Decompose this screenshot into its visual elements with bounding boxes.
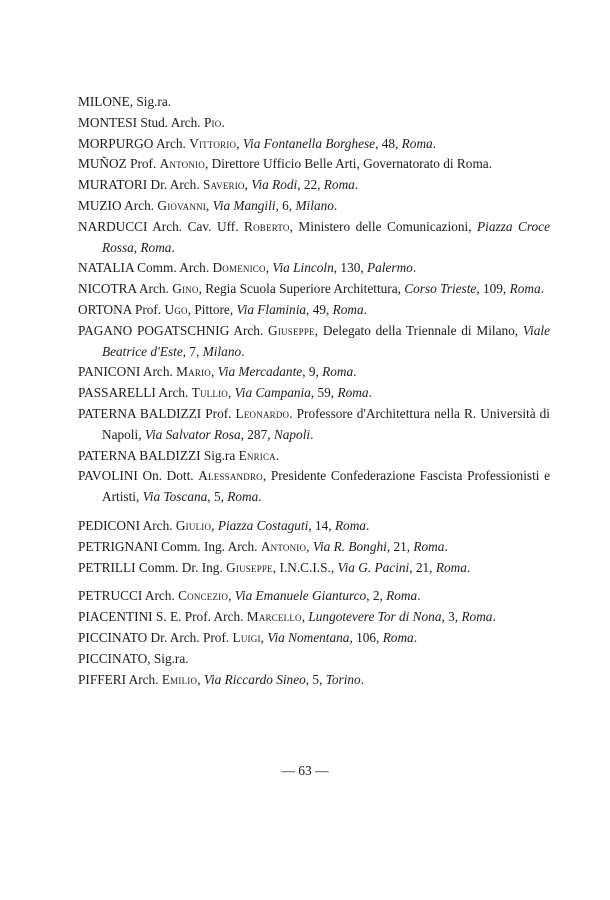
given-name: Marcello xyxy=(246,609,302,625)
entry-text: NATALIA Comm. Arch. xyxy=(78,260,213,276)
directory-entry xyxy=(78,466,550,508)
address-text: Via Emanuele Gianturco xyxy=(234,588,367,604)
entry-text: . xyxy=(368,385,372,401)
address-text: Roma xyxy=(140,239,172,255)
address-text: Via G. Pacini xyxy=(337,559,410,575)
entry-text: . xyxy=(354,177,359,193)
entry-text: PAGANO POGATSCHNIG Arch. xyxy=(78,322,269,338)
given-name: Saverio xyxy=(202,177,245,193)
entry-text: MILONE, Sig.ra. xyxy=(78,94,172,109)
address-text: Via Mercadante xyxy=(217,364,303,380)
entry-text: . xyxy=(275,447,280,463)
entry-text: , 130, xyxy=(333,260,368,276)
entry-text: MURATORI Dr. Arch. xyxy=(78,177,203,193)
entry-text: . xyxy=(432,135,437,151)
entry-text: , 48, xyxy=(375,135,402,151)
given-name: Giuseppe xyxy=(226,559,273,575)
address-text: Roma xyxy=(227,489,259,505)
given-name: Mario xyxy=(176,364,211,380)
address-text: Roma xyxy=(509,281,541,297)
entry-text: PEDICONI Arch. xyxy=(78,517,176,533)
given-name: Roberto xyxy=(244,218,290,234)
entry-text: . xyxy=(492,609,496,625)
address-text: Roma xyxy=(334,517,366,533)
entry-text: , 49, xyxy=(306,301,333,317)
directory-entry xyxy=(78,362,550,383)
entry-text: , 5, xyxy=(305,671,326,687)
entry-text: , 3, xyxy=(441,609,462,625)
address-text: Via Flaminia xyxy=(236,301,307,317)
entry-text: . xyxy=(540,281,544,297)
directory-entry xyxy=(78,134,550,155)
address-text: Via R. Bonghi xyxy=(312,538,387,554)
entry-text: , 287, xyxy=(240,426,274,442)
address-text: Via Campania xyxy=(234,385,311,401)
entry-text: , xyxy=(265,260,273,276)
entry-text: PICCINATO, Sig.ra. xyxy=(78,650,189,666)
directory-entry xyxy=(78,628,550,649)
entry-text: , xyxy=(227,385,235,401)
entry-text: . xyxy=(221,114,225,130)
directory-entry xyxy=(78,154,550,175)
entry-text: MONTESI Stud. Arch. xyxy=(78,114,204,130)
entry-text: MUZIO Arch. xyxy=(78,197,158,213)
address-text: Roma xyxy=(386,588,418,604)
entry-text: , Regia Scuola Superiore Architettura, xyxy=(198,281,405,297)
entry-text: , xyxy=(301,609,309,625)
directory-entry xyxy=(78,670,550,691)
address-text: Corso Trieste xyxy=(404,281,477,297)
entry-text: , 7, xyxy=(182,343,203,359)
address-text: Via Toscana xyxy=(142,489,208,505)
entry-text: , xyxy=(133,239,141,255)
entry-text: . xyxy=(412,260,417,276)
address-text: Piazza Costaguti xyxy=(217,517,309,533)
entry-text: . xyxy=(258,489,262,505)
entry-text: PATERNA BALDIZZI Sig.ra xyxy=(78,447,239,463)
address-text: Torino xyxy=(325,671,361,687)
address-text: Napoli xyxy=(273,426,311,442)
address-text: Roma xyxy=(322,364,354,380)
entry-text: , 5, xyxy=(207,489,228,505)
directory-entry xyxy=(78,558,550,579)
entry-text: , xyxy=(210,364,218,380)
entry-text: PATERNA BALDIZZI Prof. xyxy=(78,405,236,421)
address-text: Palermo xyxy=(367,260,413,276)
entry-text: NARDUCCI Arch. Cav. Uff. xyxy=(78,218,245,234)
entry-text: , 21, xyxy=(409,559,436,575)
directory-entry xyxy=(78,92,550,113)
directory-entry xyxy=(78,113,550,134)
given-name: Pio xyxy=(203,114,222,130)
directory-entry xyxy=(78,217,550,259)
address-text: Roma xyxy=(323,177,355,193)
given-name: Giuseppe xyxy=(268,322,315,338)
entry-text: , Ministero delle Comunicazioni, xyxy=(289,218,478,234)
directory-entry xyxy=(78,196,550,217)
entry-text: , 14, xyxy=(308,517,335,533)
given-name: Giulio xyxy=(175,517,212,533)
entry-text: , 109, xyxy=(476,281,510,297)
entry-text: . xyxy=(171,239,175,255)
entry-text: , Delegato della Triennale di Milano, xyxy=(314,322,523,338)
entry-text: , 2, xyxy=(366,588,387,604)
page-number: — 63 — xyxy=(281,763,329,778)
given-name: Leonardo xyxy=(235,405,290,421)
address-text: Via Mangili xyxy=(212,197,276,213)
entry-text: PETRILLI Comm. Dr. Ing. xyxy=(78,559,227,575)
given-name: Antonio xyxy=(159,156,205,172)
entry-text: , xyxy=(244,177,252,193)
directory-entry xyxy=(78,537,550,558)
address-text: Viale Beatrice d'Este xyxy=(102,322,550,359)
given-name: Domenico xyxy=(212,260,266,276)
entry-text: , Presidente Confederazione Fascista Professionisti e Artisti, xyxy=(102,468,550,505)
address-text: Via Fontanella Borghese xyxy=(242,135,376,151)
given-name: Alessandro xyxy=(198,468,263,484)
given-name: Giovanni xyxy=(157,197,206,213)
entry-text: , 59, xyxy=(310,385,338,401)
entry-text: PETRIGNANI Comm. Ing. Arch. xyxy=(78,538,261,554)
entry-text: PANICONI Arch. xyxy=(78,364,177,380)
directory-entry xyxy=(78,258,550,279)
entry-text: , xyxy=(211,517,218,533)
entry-text: , 22, xyxy=(297,177,324,193)
address-text: Via Nomentana xyxy=(267,629,350,645)
address-text: Roma xyxy=(337,385,369,401)
entry-text: ORTONA Prof. xyxy=(78,301,165,317)
entry-text: PETRUCCI Arch. xyxy=(78,588,179,604)
given-name: Luigi xyxy=(232,629,261,645)
entry-text: . xyxy=(417,588,421,604)
address-text: Via Rodi xyxy=(251,177,298,193)
address-text: Milano xyxy=(202,343,242,359)
entry-text: , Pittore, xyxy=(187,301,237,317)
entry-text: , 9, xyxy=(302,364,323,380)
address-text: Roma xyxy=(435,559,467,575)
entry-text: , xyxy=(306,538,313,554)
entry-text: . xyxy=(353,364,357,380)
entry-text: . Professore d'Architettura nella R. Università di Napoli, xyxy=(102,405,550,442)
entry-text: PICCINATO Dr. Arch. Prof. xyxy=(78,629,233,645)
directory-list xyxy=(78,92,550,690)
entry-text: . xyxy=(363,301,367,317)
directory-entry xyxy=(78,649,550,670)
given-name: Ugo xyxy=(164,301,188,317)
directory-entry xyxy=(78,321,550,363)
given-name: Antonio xyxy=(260,538,307,554)
entry-text: , xyxy=(228,588,235,604)
directory-entry xyxy=(78,404,550,446)
entry-text: , 106, xyxy=(349,629,383,645)
entry-text: , xyxy=(197,671,204,687)
directory-entry xyxy=(78,446,550,467)
given-name: Gino xyxy=(172,281,199,297)
entry-text: , Direttore Ufficio Belle Arti, Governatorato di Roma. xyxy=(204,156,493,172)
address-text: Lungotevere Tor di Nona xyxy=(308,609,442,625)
entry-text: PIFFERI Arch. xyxy=(78,671,162,687)
entry-text: , xyxy=(236,135,243,151)
address-text: Roma xyxy=(401,135,433,151)
directory-entry xyxy=(78,300,550,321)
address-text: Roma xyxy=(332,301,364,317)
entry-text: MUÑOZ Prof. xyxy=(78,156,160,172)
entry-text: PAVOLINI On. Dott. xyxy=(78,468,199,484)
given-name: Vittorio xyxy=(189,135,237,151)
directory-entry xyxy=(78,516,550,537)
entry-text: . xyxy=(413,629,418,645)
entry-text: , I.N.C.I.S., xyxy=(272,559,338,575)
given-name: Enrica xyxy=(238,447,276,463)
entry-text: . xyxy=(365,517,370,533)
address-text: Via Salvator Rosa xyxy=(144,426,241,442)
given-name: Emilio xyxy=(161,671,198,687)
entry-text: . xyxy=(444,538,448,554)
address-text: Milano xyxy=(295,197,334,213)
entry-text: PIACENTINI S. E. Prof. Arch. xyxy=(78,609,247,625)
address-text: Piazza Croce Rossa xyxy=(102,218,550,255)
entry-text: MORPURGO Arch. xyxy=(78,135,190,151)
address-text: Via Lincoln xyxy=(272,260,334,276)
directory-entry xyxy=(78,175,550,196)
entry-text: . xyxy=(310,426,314,442)
entry-text: . xyxy=(360,671,365,687)
address-text: Via Riccardo Sineo xyxy=(203,671,306,687)
directory-entry xyxy=(78,383,550,404)
given-name: Concezio xyxy=(178,588,229,604)
entry-text: , xyxy=(205,197,213,213)
entry-text: NICOTRA Arch. xyxy=(78,281,173,297)
given-name: Tullio xyxy=(191,385,228,401)
entry-text: . xyxy=(333,197,338,213)
directory-entry xyxy=(78,279,550,300)
address-text: Roma xyxy=(413,538,445,554)
entry-text: , 21, xyxy=(386,538,414,554)
directory-entry xyxy=(78,586,550,607)
directory-entry xyxy=(78,607,550,628)
entry-text: . xyxy=(466,559,471,575)
entry-text: PASSARELLI Arch. xyxy=(78,385,192,401)
entry-text: . xyxy=(241,343,245,359)
entry-text: , 6, xyxy=(275,197,296,213)
entry-text: , xyxy=(260,629,268,645)
address-text: Roma xyxy=(461,609,493,625)
address-text: Roma xyxy=(382,629,414,645)
